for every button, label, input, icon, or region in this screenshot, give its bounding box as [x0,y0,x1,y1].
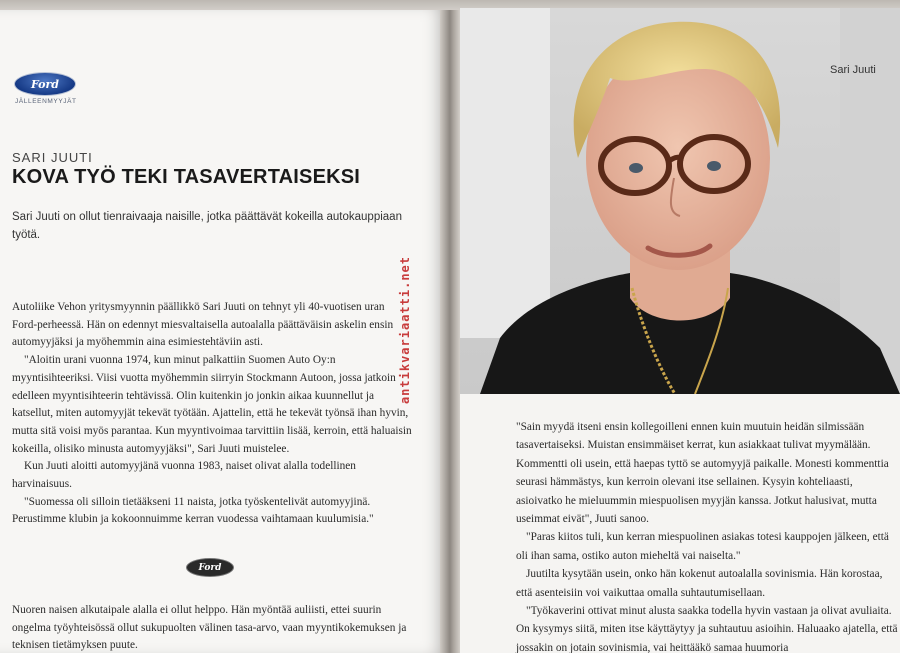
paragraph: "Suomessa oli silloin tietääkseni 11 naista, jotka työskentelivät automyyjinä. Perustimme klubin ja kokoonnuimme kerran vuodessa vaihtamaan kuulumisia." [12,495,374,526]
paragraph: "Sain myydä itseni ensin kollegoilleni ennen kuin muutuin heidän silmissään tasavertaiseksi. Muistan ensimmäiset kerrat, kun asiakkaat tulivat myymälään. Kommentti oli usein, että haepas tyttö se automyyjä paikalle. Monesti kommenttia seurasi hämmästys, kun kerroin olevani itse sellainen. Kysyin kohteliaasti, asioivatko he mieluummin miespuolisen myyjän kanssa. Jotkut halusivat, mutta useimmat eivät", Juuti sanoo. [516,421,889,526]
paragraph: "Aloitin urani vuonna 1974, kun minut palkattiin Suomen Auto Oy:n myyntisihteeriksi. Viisi vuotta myöhemmin siirryin Stockmann Autoon, jossa jatkoin edelleen myyntisihteerin tehtävissä. Olin kuitenkin jo jonkin aikaa kuunnellut ja katsellut, miten automyyjät tekevät työtään. Ajattelin, että he tekevät työnsä ihan hyvin, mutta sitä voisi myös parantaa. Kun myyntivoimaa tarvittiin lisää, kerroin, että haluaisin kokeilla, olisiko minusta automyyjäksi", Sari Juuti muistelee. [12,354,412,455]
paragraph: Kun Juuti aloitti automyyjänä vuonna 1983, naiset olivat alalla todellinen harvinaisuus. [12,460,356,491]
paragraph: Juutilta kysytään usein, onko hän kokenut autoalalla sovinismia. Hän korostaa, että asenteisiin voi vaikuttaa omalla suhtautumisellaan. [516,568,883,599]
article-lead: Sari Juuti on ollut tienraivaaja naisille, jotka päättävät kokeilla autokauppiaan työtä. [12,211,402,241]
right-page [460,8,900,653]
paragraph: "Työkaverini ottivat minut alusta saakka todella hyvin vastaan ja olivat avuliaita. On kysymys siitä, miten itse käyttäytyy ja suhtautuu asioihin. Haluaako ajatella, että jossakin on jotain sovinismia, vai heittääkö samaa huumoria [516,605,898,653]
article-kicker: SARI JUUTI [12,150,93,165]
watermark: antikvariaatti.net [398,256,412,405]
article-headline: KOVA TYÖ TEKI TASAVERTAISEKSI [12,166,361,188]
photo-caption: Sari Juuti [830,64,876,76]
ford-logo [14,72,80,105]
paragraph: Autoliike Vehon yritysmyynnin päällikkö Sari Juuti on tehnyt yli 40-vuotisen uran Ford-perheessä. Hän on edennyt miesvaltaisella autoalalla päättäväisin askelin ensin automyyjäksi ja myöhemmin aina esimiestehtäviin asti. [12,301,394,349]
article-body-left [12,299,412,529]
paragraph: "Paras kiitos tuli, kun kerran miespuolinen asiakas totesi kauppojen jälkeen, että oli ihan sama, ostiko auton mieheltä vai naiselta." [516,531,889,562]
left-page [0,10,446,653]
article-body-left-continued [12,602,412,653]
book-gutter [440,10,462,653]
ford-divider-icon: Ford [186,558,234,577]
paragraph: Nuoren naisen alkutaipale alalla ei ollut helppo. Hän myöntää auliisti, ettei suurin ongelma työyhteisössä ollut sukupuolten välinen tasa-arvo, vaan myyntikokemuksen ja teknisen tietämyksen puute. [12,604,407,652]
logo-subtitle: JÄLLEENMYYJÄT [15,98,77,105]
article-body-right [516,418,898,653]
portrait-photo [460,8,900,394]
ford-oval-icon: Ford [14,72,76,96]
